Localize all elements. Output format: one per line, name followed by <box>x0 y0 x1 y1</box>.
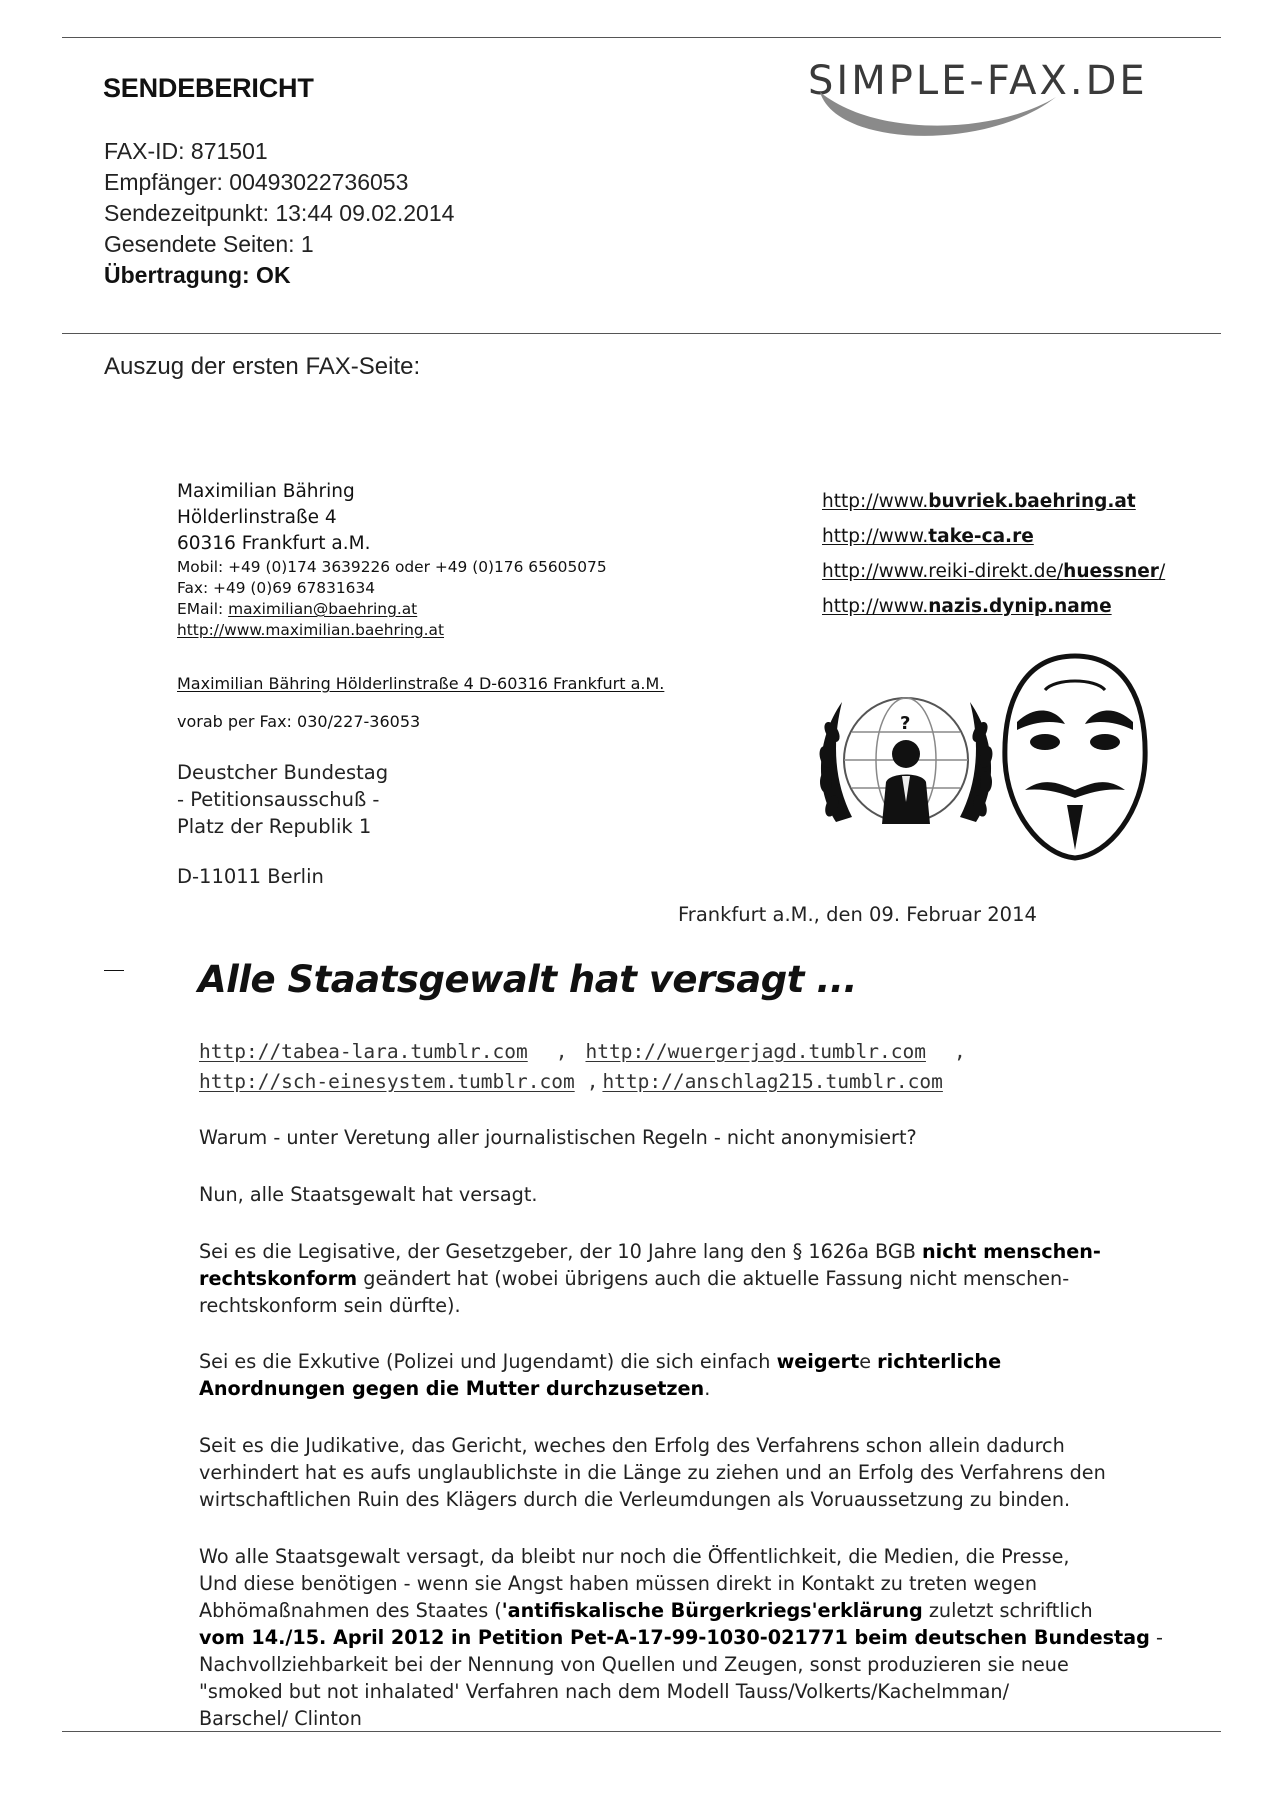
paragraph-4-line-2: Anordnungen gegen die Mutter durchzusetzen. <box>199 1377 711 1400</box>
svg-text:SIMPLE-FAX.DE: SIMPLE-FAX.DE <box>808 58 1148 104</box>
sender-website-link[interactable]: http://www.maximilian.baehring.at <box>177 621 445 639</box>
advance-fax-note: vorab per Fax: 030/227-36053 <box>177 712 421 731</box>
link-wuergerjagd[interactable]: http://wuergerjagd.tumblr.com <box>585 1040 926 1063</box>
link-nazis-dynip[interactable]: http://www.nazis.dynip.name <box>822 596 1112 617</box>
link-anschlag215[interactable]: http://anschlag215.tumblr.com <box>602 1070 943 1093</box>
paragraph-1: Warum - unter Veretung aller journalistischen Regeln - nicht anonymisiert? <box>199 1126 917 1149</box>
headline: Alle Staatsgewalt hat versagt ... <box>198 958 857 1001</box>
link-take-ca[interactable]: http://www.take-ca.re <box>822 526 1034 547</box>
paragraph-6-line-5: Nachvollziehbarkeit bei der Nennung von Quellen und Zeugen, sonst produzieren sie neue <box>199 1653 1069 1676</box>
margin-dash <box>104 970 124 971</box>
top-divider <box>62 37 1221 38</box>
guy-fawkes-mask-icon <box>995 650 1155 862</box>
paragraph-2: Nun, alle Staatsgewalt hat versagt. <box>199 1183 538 1206</box>
paragraph-6-line-6: "smoked but not inhalated' Verfahren nach dem Modell Tauss/Volkerts/Kachelmman/ <box>199 1680 1010 1703</box>
tumblr-links-line-2: http://sch-einesystem.tumblr.com , http://anschlag215.tumblr.com <box>199 1070 943 1093</box>
sender-name: Maximilian Bähring <box>177 481 355 502</box>
paragraph-6-line-4: vom 14./15. April 2012 in Petition Pet-A-17-99-1030-021771 beim deutschen Bundestag - <box>199 1626 1163 1649</box>
sender-email-label: EMail: <box>177 600 229 618</box>
sender-fax: Fax: +49 (0)69 67831634 <box>177 579 376 597</box>
letter-date: Frankfurt a.M., den 09. Februar 2014 <box>678 903 1037 926</box>
paragraph-4-line-1: Sei es die Exkutive (Polizei und Jugendamt) die sich einfach weigerte richterliche <box>199 1350 1002 1373</box>
paragraph-3-line-3: rechtskonform sein dürfte). <box>199 1294 461 1317</box>
header-divider <box>62 333 1221 334</box>
paragraph-5-line-3: wirtschaftlichen Ruin des Klägers durch die Verleumdungen als Voruaussetzung zu binden. <box>199 1488 1071 1511</box>
paragraph-6-line-1: Wo alle Staatsgewalt versagt, da bleibt nur noch die Öffentlichkeit, die Medien, die Presse, <box>199 1545 1070 1568</box>
fax-id: FAX-ID: 871501 <box>104 138 268 164</box>
link-sch-einesystem[interactable]: http://sch-einesystem.tumblr.com <box>199 1070 575 1093</box>
paragraph-5-line-2: verhindert hat es aufs unglaublichste in die Länge zu ziehen und an Erfolg des Verfahrens den <box>199 1461 1106 1484</box>
recipient-line-1: Deustcher Bundestag <box>177 761 389 784</box>
pages-sent: Gesendete Seiten: 1 <box>104 231 314 257</box>
paragraph-5-line-1: Seit es die Judikative, das Gericht, weches den Erfolg des Verfahrens schon allein dadurch <box>199 1434 1065 1457</box>
svg-text:?: ? <box>900 713 911 734</box>
report-title: SENDEBERICHT <box>103 73 314 103</box>
sender-city: 60316 Frankfurt a.M. <box>177 533 371 554</box>
tumblr-links-line-1: http://tabea-lara.tumblr.com , http://wuergerjagd.tumblr.com , <box>199 1040 966 1063</box>
sender-email-link[interactable]: maximilian@baehring.at <box>228 600 418 618</box>
bottom-divider <box>62 1731 1221 1732</box>
sender-mobile: Mobil: +49 (0)174 3639226 oder +49 (0)176 65605075 <box>177 558 607 576</box>
anonymous-emblem-icon <box>812 672 1000 842</box>
recipient-number: Empfänger: 00493022736053 <box>104 169 409 195</box>
link-buvriek[interactable]: http://www.buvriek.baehring.at <box>822 491 1136 512</box>
sender-email-line <box>177 600 417 618</box>
return-address: Maximilian Bähring Hölderlinstraße 4 D-60316 Frankfurt a.M. <box>177 674 665 693</box>
recipient-line-3: Platz der Republik 1 <box>177 815 372 838</box>
excerpt-label: Auszug der ersten FAX-Seite: <box>104 353 421 380</box>
send-time: Sendezeitpunkt: 13:44 09.02.2014 <box>104 200 455 226</box>
recipient-line-2: - Petitionsausschuß - <box>177 788 380 811</box>
paragraph-3-line-2: rechtskonform geändert hat (wobei übrigens auch die aktuelle Fassung nicht menschen- <box>199 1267 1070 1290</box>
simple-fax-logo <box>806 52 1206 152</box>
paragraph-3-line-1: Sei es die Legisative, der Gesetzgeber, der 10 Jahre lang den § 1626a BGB nicht menschen- <box>199 1240 1101 1263</box>
link-tabea-lara[interactable]: http://tabea-lara.tumblr.com <box>199 1040 528 1063</box>
paragraph-6-line-2: Und diese benötigen - wenn sie Angst haben müssen direkt in Kontakt zu treten wegen <box>199 1572 1038 1595</box>
paragraph-6-line-7: Barschel/ Clinton <box>199 1707 362 1729</box>
link-reiki-direkt[interactable]: http://www.reiki-direkt.de/huessner/ <box>822 561 1166 582</box>
sender-street: Hölderlinstraße 4 <box>177 507 337 528</box>
paragraph-6-line-3: Abhömaßnahmen des Staates ('antifiskalische Bürgerkriegs'erklärung zuletzt schriftlich <box>199 1599 1093 1622</box>
recipient-line-4: D-11011 Berlin <box>177 865 324 888</box>
transmission-status: Übertragung: OK <box>104 262 291 288</box>
